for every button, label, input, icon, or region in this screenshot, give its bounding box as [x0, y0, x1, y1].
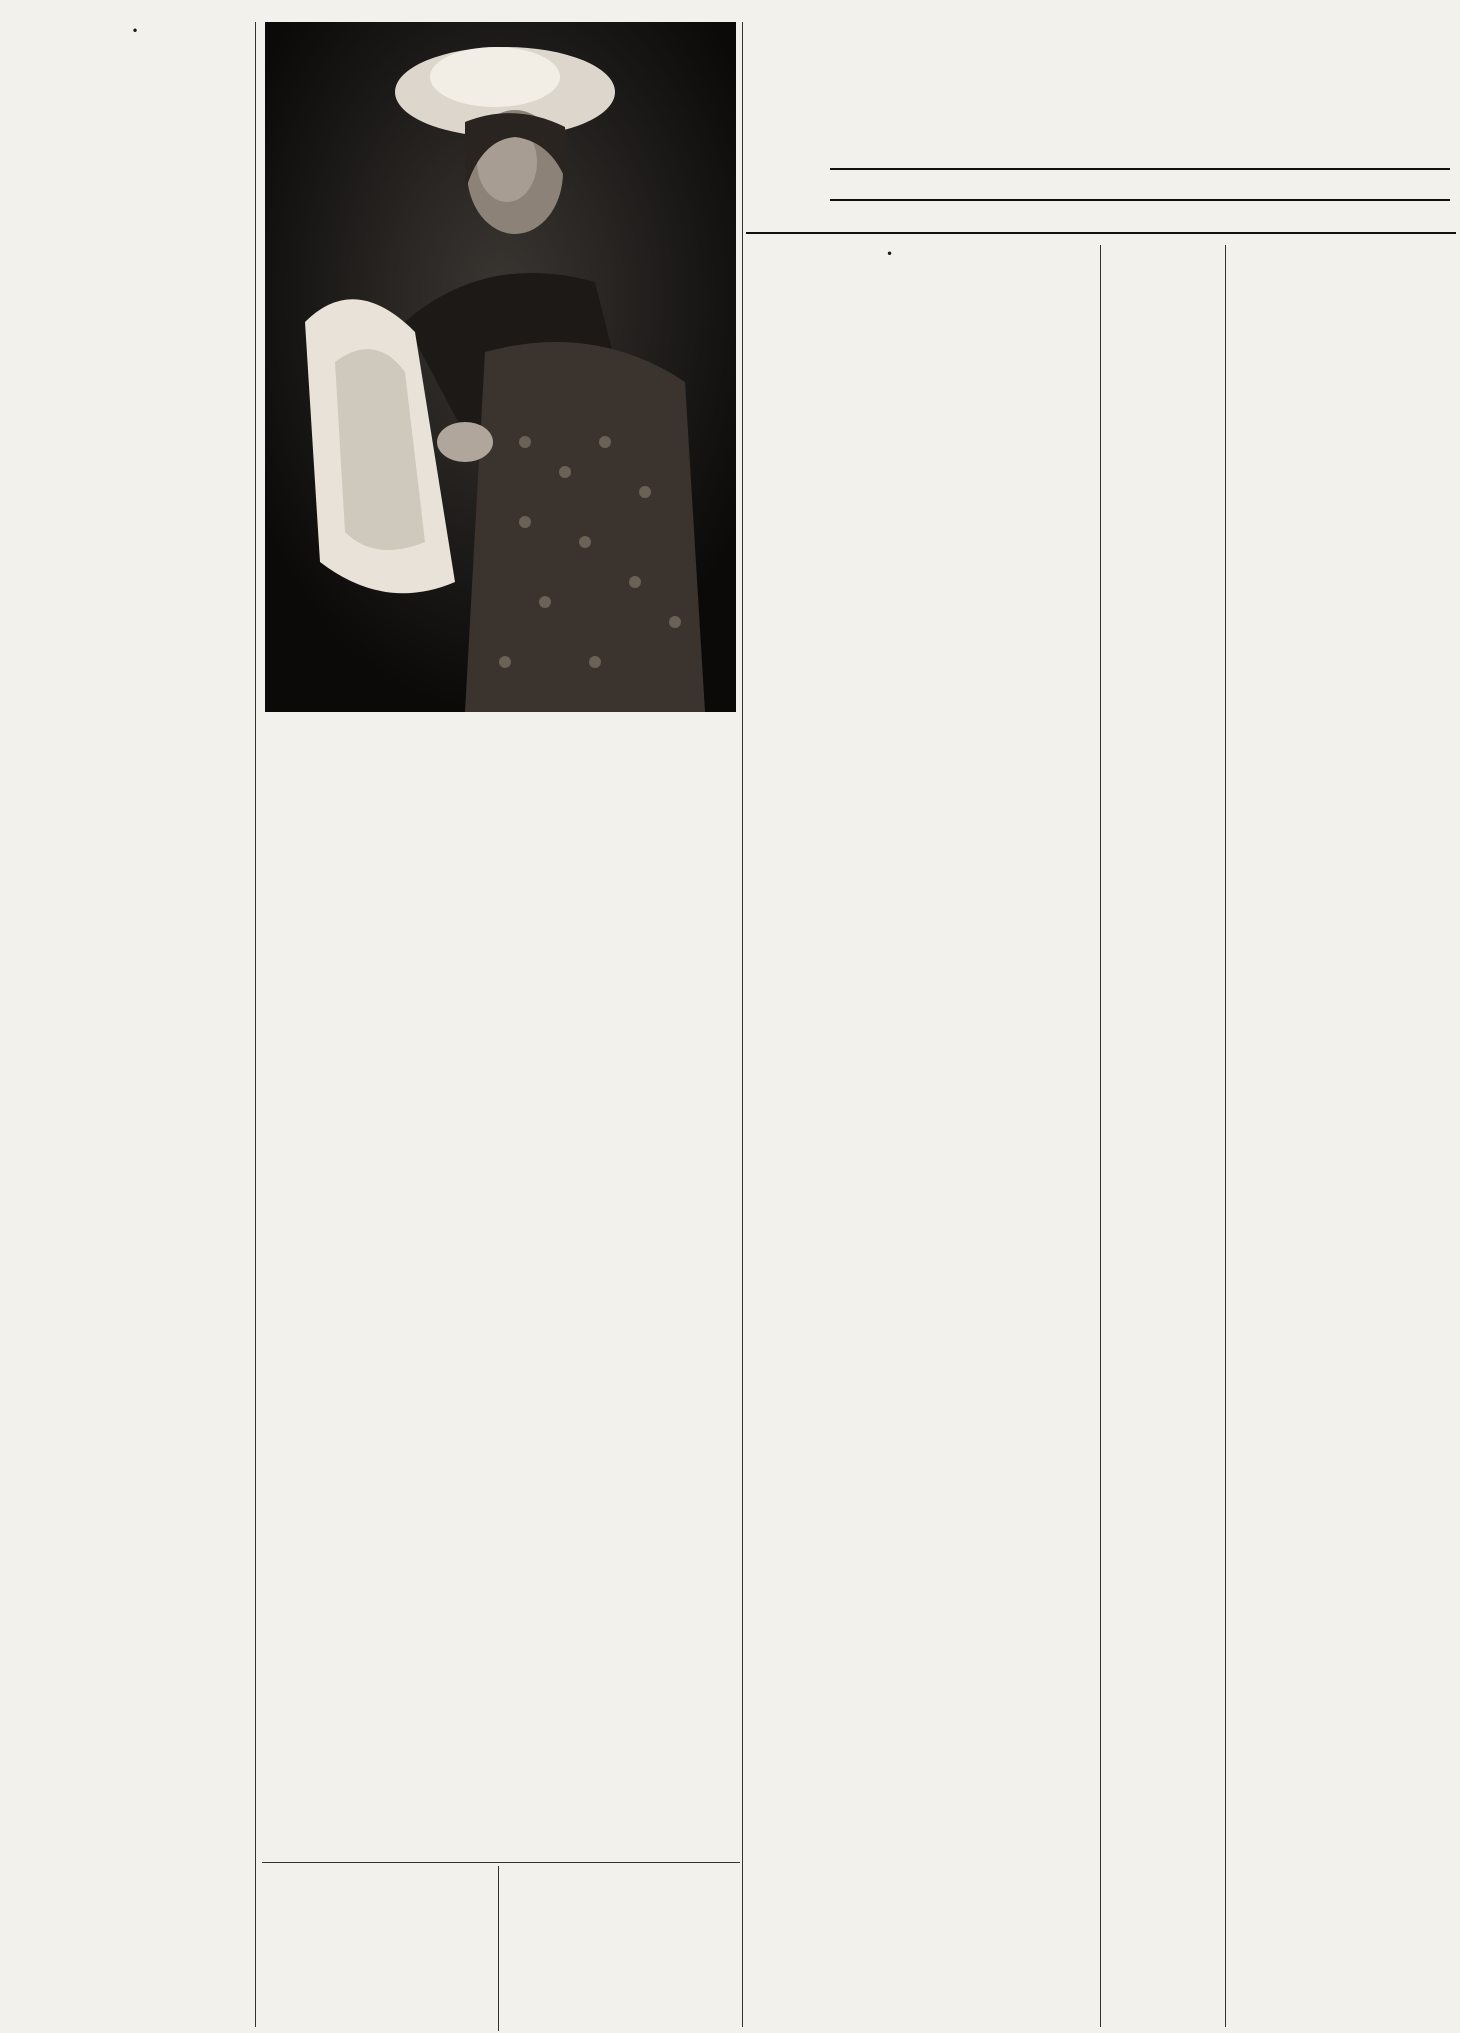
masthead-rule-2 — [830, 199, 1450, 201]
lady-column-2 — [504, 855, 736, 1855]
world-column — [22, 22, 248, 2027]
tigers-column — [504, 1866, 736, 2031]
divider-home — [1100, 245, 1101, 2027]
divider-left — [255, 22, 256, 2027]
divider-mid — [742, 22, 743, 2027]
divider-tigers — [498, 1866, 499, 2031]
lady-column-1 — [265, 855, 493, 1855]
divider-right — [1225, 245, 1226, 2027]
photo-image — [265, 22, 736, 712]
home-column-2 — [1106, 245, 1222, 765]
morpheus2-column — [265, 1866, 493, 2031]
bullet: • — [131, 24, 139, 38]
masthead-rule-1 — [830, 168, 1450, 170]
masthead-rule-3 — [746, 232, 1456, 234]
bullet: • — [886, 247, 894, 261]
home-column-1 — [746, 245, 1096, 2027]
mitchell-photo — [265, 22, 736, 712]
divider-lady-bottom — [262, 1862, 740, 1863]
